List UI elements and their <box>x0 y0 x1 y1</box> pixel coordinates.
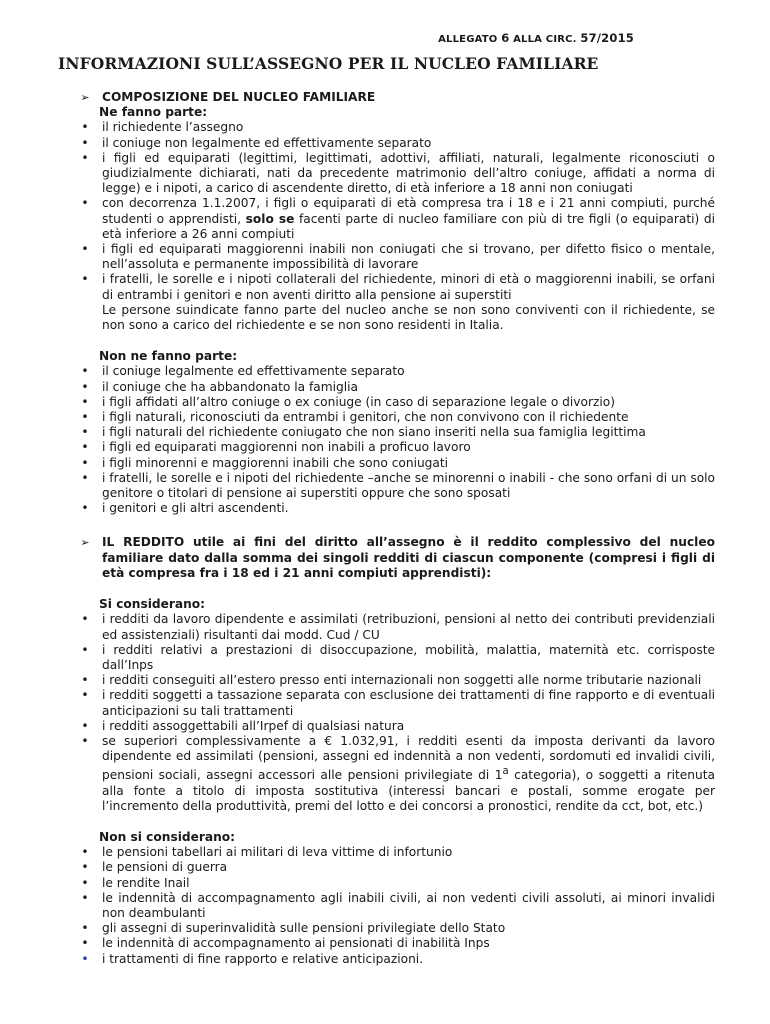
bullet-icon: • <box>81 875 89 890</box>
list-item: • i figli minorenni e maggiorenni inabili che sono coniugati <box>81 455 449 470</box>
allegato-number: 6 <box>501 31 510 45</box>
subheading-ne-fanno-parte: Ne fanno parte: <box>99 105 208 120</box>
section-heading-composizione: COMPOSIZIONE DEL NUCLEO FAMILIARE <box>102 90 376 104</box>
bullet-icon: • <box>81 196 89 211</box>
superscript-a: a <box>502 766 509 778</box>
list-item: • i redditi assoggettabili all’Irpef di qualsiasi natura <box>81 718 405 733</box>
list-item: • le rendite Inail <box>81 875 190 890</box>
bullet-icon: • <box>81 718 89 733</box>
list-item: • il coniuge legalmente ed effettivamente separato <box>81 364 405 379</box>
list-si-considerano <box>80 612 715 814</box>
bullet-icon: • <box>81 612 89 627</box>
bullet-icon: • <box>81 470 89 485</box>
bullet-icon: • <box>81 135 89 150</box>
list-item: • il coniuge non legalmente ed effettivamente separato <box>81 135 432 150</box>
list-item: • il coniuge che ha abbandonato la famiglia <box>81 379 358 394</box>
bullet-icon: • <box>81 845 89 860</box>
bullet-icon: • <box>81 951 89 966</box>
list-ne-fanno-parte <box>80 120 715 302</box>
list-item: • le indennità di accompagnamento agli inabili civili, ai non vedenti civili assoluti, ai minori invalidi non deambulanti <box>81 890 715 921</box>
list-item: • le indennità di accompagnamento ai pensionati di inabilità Inps <box>81 936 490 951</box>
list-item: • i figli ed equiparati maggiorenni inabili non coniugati che si trovano, per difetto fisico o mentale, nell’assoluta e permanente impossibilità di lavorare <box>81 242 715 272</box>
list-non-si-considerano <box>80 845 715 967</box>
subheading-non-si-considerano: Non si considerano: <box>99 830 236 844</box>
document-body <box>80 90 715 967</box>
list-item: • con decorrenza 1.1.2007, i figli o equiparati di età compresa tra i 18 e i 21 anni compiuti, purché studenti o apprendisti, solo se facenti parte di nucleo familiare con più di tre figli (o equiparati) di età inferiore a 26 anni compiuti <box>81 196 715 241</box>
circ-number: 57/2015 <box>580 31 634 45</box>
list-item: • i redditi relativi a prestazioni di disoccupazione, mobilità, malattia, maternità etc. corrisposte dall’Inps <box>81 642 715 672</box>
subheading-si-considerano: Si considerano: <box>99 597 206 612</box>
emphasis-solo-se: solo se <box>245 211 295 226</box>
bullet-icon: • <box>81 733 89 748</box>
list-item: • i figli affidati all’altro coniuge o ex coniuge (in caso di separazione legale o divorzio) <box>81 394 615 409</box>
list-item: • i genitori e gli altri ascendenti. <box>81 501 289 516</box>
list-item: • gli assegni di superinvalidità sulle pensioni privilegiate dello Stato <box>81 921 506 936</box>
bullet-icon: • <box>81 921 89 936</box>
circ-label: ALLA CIRC. <box>513 34 577 45</box>
allegato-reference <box>438 31 634 45</box>
bullet-icon: • <box>81 501 89 516</box>
note-paragraph: Le persone suindicate fanno parte del nucleo anche se non sono conviventi con il richiedente, se non sono a carico del richiedente e se non sono residenti in Italia. <box>102 302 715 333</box>
list-item: • i redditi conseguiti all’estero presso enti internazionali non soggetti alle norme tributarie nazionali <box>81 673 702 688</box>
list-item: • le pensioni di guerra <box>81 860 228 875</box>
list-item: • i trattamenti di fine rapporto e relative anticipazioni. <box>81 951 424 966</box>
bullet-icon: • <box>81 936 89 951</box>
bullet-icon: • <box>81 150 89 165</box>
bullet-icon: • <box>81 440 89 455</box>
bullet-icon: • <box>81 379 89 394</box>
bullet-icon: • <box>81 120 89 135</box>
arrow-right-icon: ➢ <box>80 91 90 104</box>
bullet-icon: • <box>81 890 89 905</box>
document-title: INFORMAZIONI SULL’ASSEGNO PER IL NUCLEO FAMILIARE <box>58 54 599 73</box>
bullet-icon: • <box>81 642 89 657</box>
list-item: • i fratelli, le sorelle e i nipoti del richiedente –anche se minorenni o inabili - che sono orfani di un solo genitore o titolari di pensione ai superstiti oppure che sono sposati <box>81 470 715 501</box>
list-item: • i figli ed equiparati (legittimi, legittimati, adottivi, affiliati, naturali, legalmente riconosciuti o giudizialmente dichiarati, nati da precedente matrimonio dell’altro coniuge, affidati a norma di legge) e i nipoti, a carico di ascendente diretto, di età inferiore a 18 anni non coniugati <box>81 150 715 196</box>
list-item: • i figli naturali del richiedente coniugato che non siano inseriti nella sua famiglia legittima <box>81 425 646 440</box>
list-item: • i fratelli, le sorelle e i nipoti collaterali del richiedente, minori di età o maggiorenni inabili, se orfani di entrambi i genitori e non aventi diritto alla pensione ai superstiti <box>81 272 715 302</box>
list-non-ne-fanno-parte <box>80 364 715 516</box>
section-reddito <box>80 535 715 581</box>
list-item: • le pensioni tabellari ai militari di leva vittime di infortunio <box>81 845 453 860</box>
bullet-icon: • <box>81 688 89 703</box>
bullet-icon: • <box>81 455 89 470</box>
list-item: • i redditi da lavoro dipendente e assimilati (retribuzioni, pensioni al netto dei contributi previdenziali ed assistenziali) risultanti dai modd. Cud / CU <box>81 612 715 642</box>
list-item: • i figli naturali, riconosciuti da entrambi i genitori, che non convivono con il richiedente <box>81 410 629 425</box>
section-heading-reddito: IL REDDITO utile ai fini del diritto all’assegno è il reddito complessivo del nucleo familiare dato dalla somma dei singoli redditi di ciascun componente (compresi i figli di età compresa fra i 18 ed i 21 anni compiuti apprendisti): <box>102 535 715 580</box>
list-item: • i redditi soggetti a tassazione separata con esclusione dei trattamenti di fine rapporto e di eventuali anticipazioni su tali trattamenti <box>81 688 715 718</box>
bullet-icon: • <box>81 364 89 379</box>
allegato-label: ALLEGATO <box>438 34 498 45</box>
bullet-icon: • <box>81 242 89 257</box>
bullet-icon: • <box>81 272 89 287</box>
bullet-icon: • <box>81 860 89 875</box>
list-item: • se superiori complessivamente a € 1.032,91, i redditi esenti da imposta derivanti da lavoro dipendente ed assimilati (pensioni, assegni ed indennità a non vedenti, sordomuti ed invalidi civili, pensioni sociali, assegni accessori alle pensioni privilegiate di 1$^a$ categoria), o soggetti a ritenuta alla fonte a titolo di imposta sostitutiva (interessi bancari e postali, somme erogate per l’incremento della produttività, premi del lotto e dei concorsi a pronostici, rendite da cct, bot, etc.) <box>81 733 715 813</box>
subheading-non-ne-fanno-parte: Non ne fanno parte: <box>99 349 238 364</box>
list-item: • il richiedente l’assegno <box>81 120 244 135</box>
list-item: • i figli ed equiparati maggiorenni non inabili a proficuo lavoro <box>81 440 471 455</box>
arrow-right-icon: ➢ <box>80 536 90 550</box>
section-composizione <box>80 90 715 105</box>
bullet-icon: • <box>81 410 89 425</box>
bullet-icon: • <box>81 425 89 440</box>
bullet-icon: • <box>81 394 89 409</box>
bullet-icon: • <box>81 673 89 688</box>
